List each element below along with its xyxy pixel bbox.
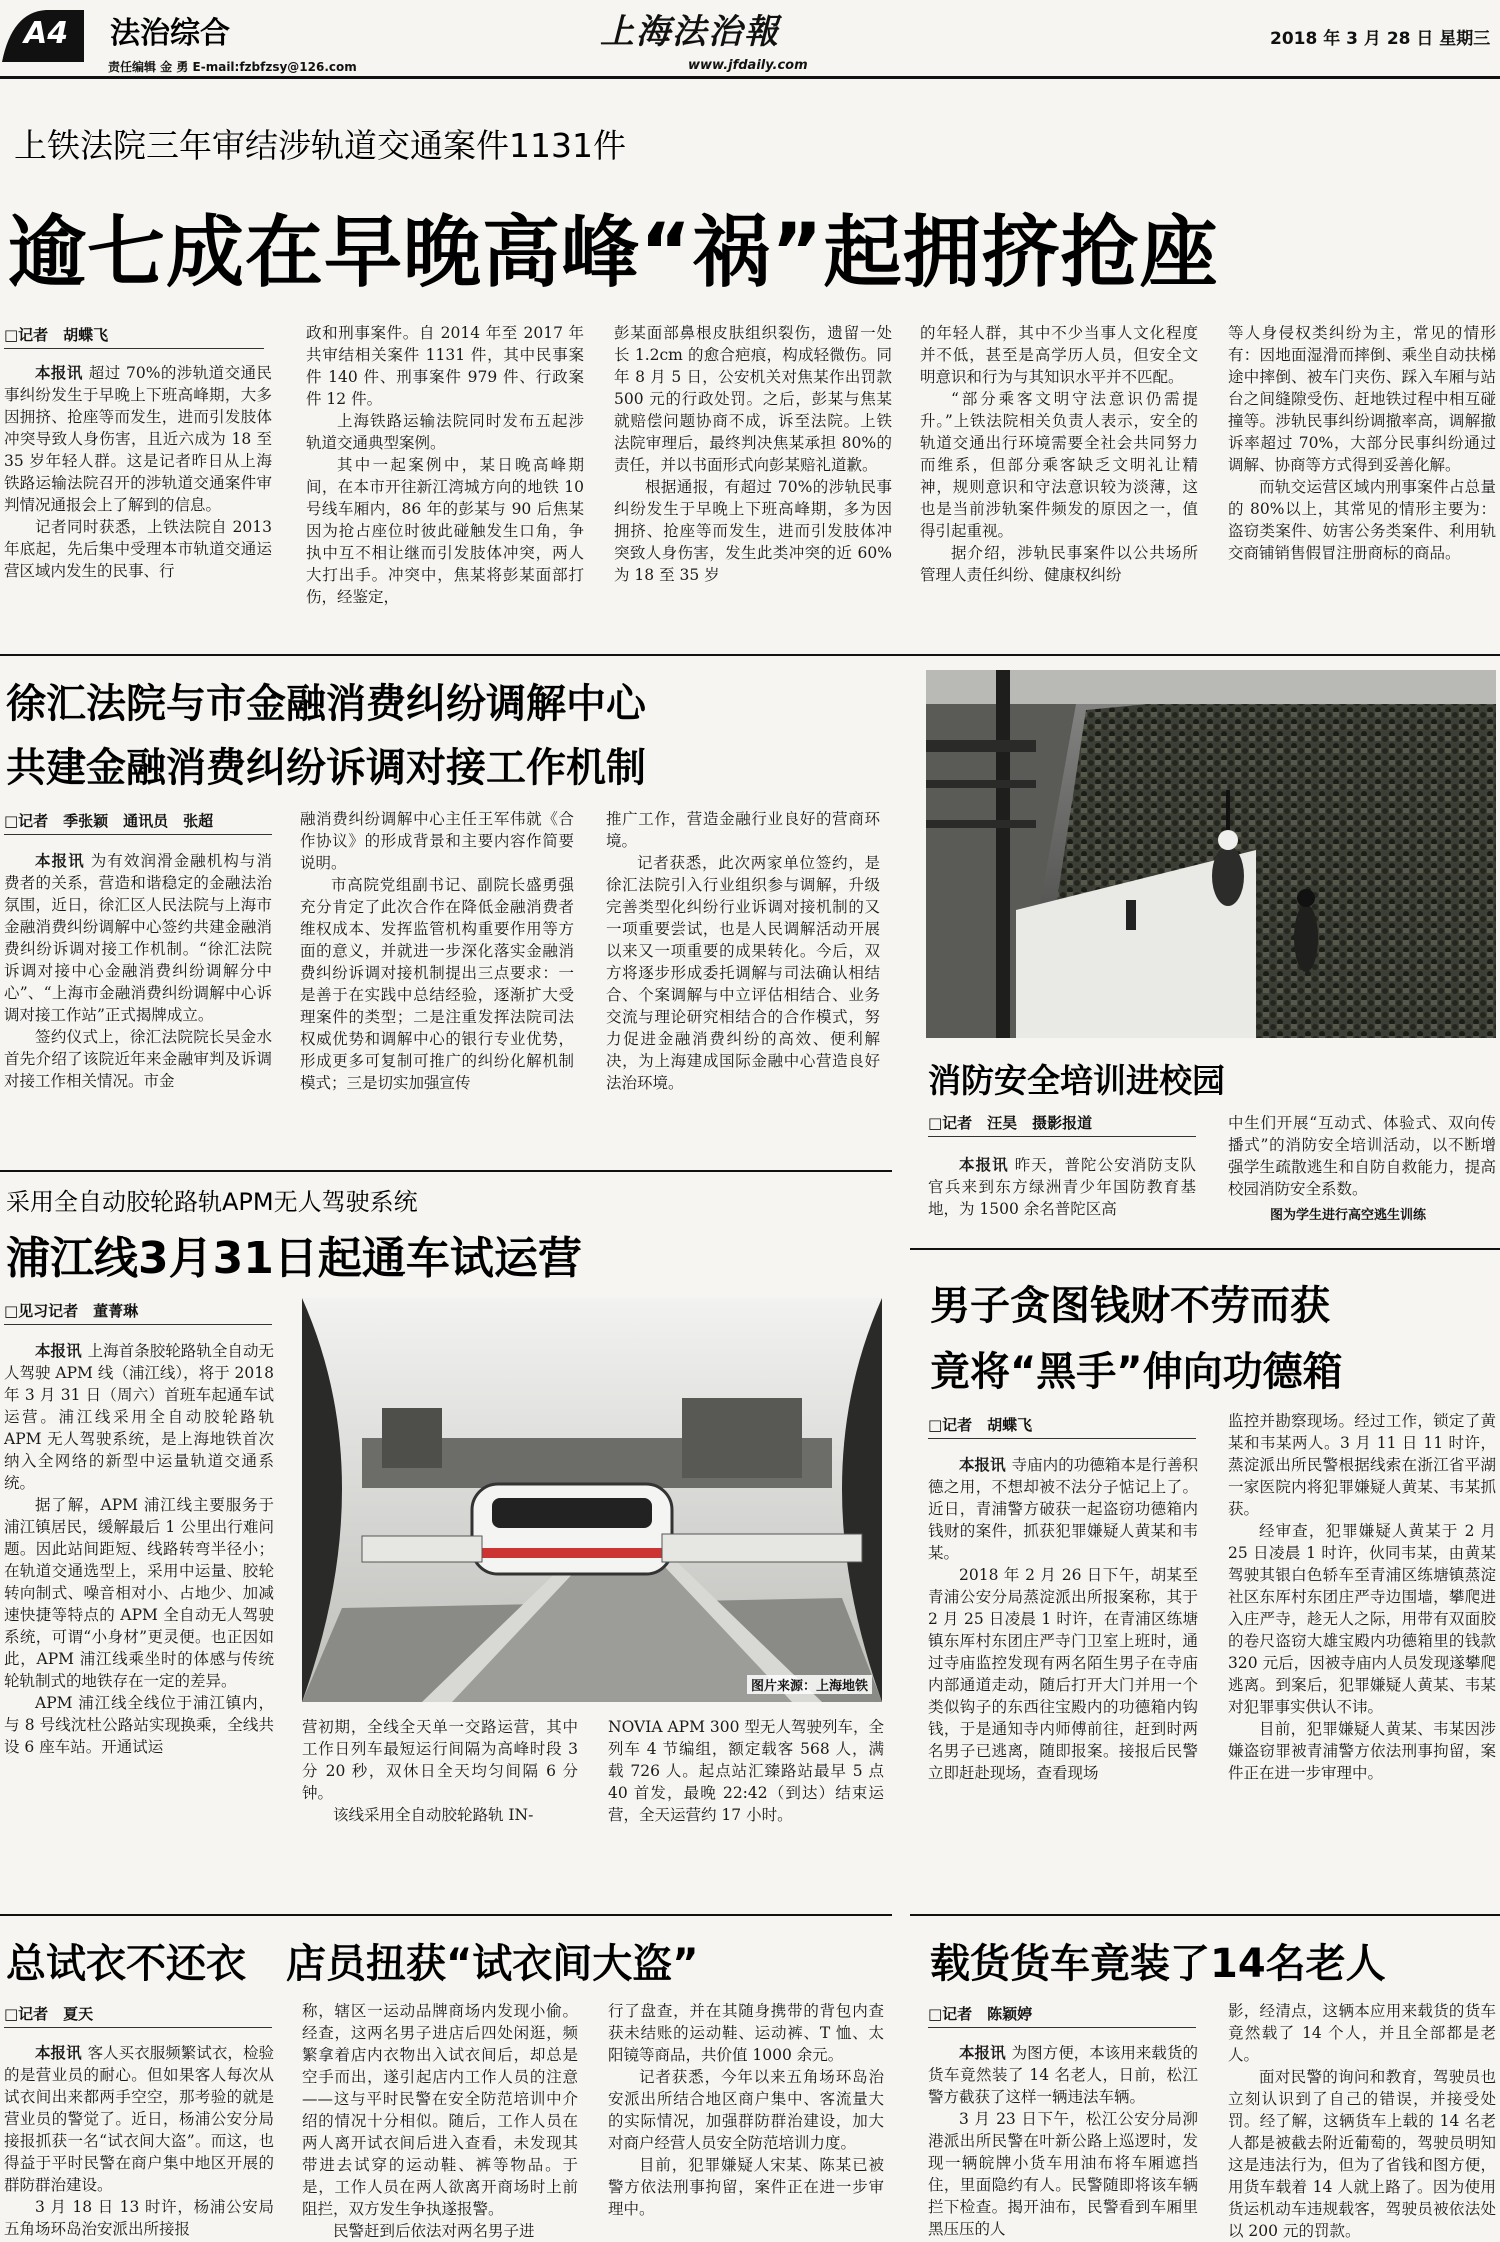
article1-col5 — [1228, 322, 1496, 564]
paragraph: APM 浦江线全线位于浦江镇内，与 8 号线沈杜公路站实现换乘，全线共设 6 座车站。开通试运 — [4, 1694, 274, 1756]
article5-byline: □记者 胡蝶飞 — [928, 1414, 1196, 1439]
article7-col2 — [1228, 2000, 1496, 2242]
fire-training-photo-image — [926, 670, 1496, 1038]
paragraph: 记者获悉，今年以来五角场环岛治安派出所结合地区商户集中、客流量大的实际情况，加强群防群治建设，加大对商户经营人员安全防范培训力度。 — [608, 2068, 884, 2152]
article3-col1 — [928, 1154, 1196, 1220]
apm-train-photo-image — [302, 1298, 882, 1702]
paragraph: 而轨交运营区域内刑事案件占总量的 80%以上，其常见的情形主要为：盗窃类案件、妨害公务类案件、利用轨交商铺销售假冒注册商标的商品。 — [1228, 478, 1496, 562]
article2-headline-line2: 共建金融消费纠纷诉调对接工作机制 — [6, 745, 646, 791]
paragraph: 据介绍，涉轨民事案件以公共场所管理人责任纠纷、健康权纠纷 — [920, 544, 1198, 584]
divider-3-right — [910, 1914, 1500, 1916]
article4-col2 — [302, 1716, 578, 1826]
article4-col1 — [4, 1340, 274, 1758]
article5-headline-line1: 男子贪图钱财不劳而获 — [930, 1283, 1330, 1329]
paper-logo: 上海法治報 — [600, 12, 780, 52]
paragraph: 中生们开展“互动式、体验式、双向传播式”的消防安全培训活动，以不断增强学生疏散逃生和自防自救能力，提高校园消防安全系数。 — [1228, 1114, 1496, 1198]
article1-kicker: 上铁法院三年审结涉轨道交通案件1131件 — [14, 126, 626, 165]
paragraph: 目前，犯罪嫌疑人宋某、陈某已被警方依法刑事拘留，案件正在进一步审理中。 — [608, 2156, 884, 2218]
article6-byline: □记者 夏天 — [4, 2003, 272, 2028]
paragraph: 上海铁路运输法院同时发布五起涉轨道交通典型案例。 — [306, 412, 584, 452]
divider-2-left — [0, 1170, 892, 1172]
paragraph: 彭某面部鼻根皮肤组织裂伤，遗留一处长 1.2cm 的愈合疤痕，构成轻微伤。同年 8 月 5 日，公安机关对焦某作出罚款 500 元的行政处罚。之后，彭某与焦某就赔偿问题协商不成，诉至法院。上铁法院审理后，最终判决焦某承担 80%的责任，并以书面形式向彭某赔礼道歉。 — [614, 324, 892, 474]
dateline: 本报讯 — [35, 2044, 82, 2062]
paragraph: 其中一起案例中，某日晚高峰期间，在本市开往新江湾城方向的地铁 10 号线车厢内，86 年的彭某与 90 后焦某因为抢占座位时彼此碰触发生口角，争执中互不相让继而引发肢体冲突，两人大打出手。冲突中，焦某将彭某面部打伤，经鉴定， — [306, 456, 584, 606]
masthead-rule — [0, 76, 1500, 79]
website-url: www.jfdaily.com — [688, 58, 808, 73]
dateline: 本报讯 — [959, 1456, 1006, 1474]
section-name: 法治综合 — [110, 16, 230, 51]
editor-line: 责任编辑 金 勇 E-mail:fzbfzsy@126.com — [108, 60, 357, 74]
article1-col2 — [306, 322, 584, 608]
article2-byline: □记者 季张颖 通讯员 张超 — [4, 810, 272, 835]
article6-col3 — [608, 2000, 884, 2220]
paragraph: 签约仪式上，徐汇法院院长吴金水首先介绍了该院近年来金融审判及诉调对接工作相关情况。市金 — [4, 1028, 272, 1090]
article3-headline: 消防安全培训进校园 — [928, 1061, 1225, 1100]
fire-training-photo — [926, 670, 1496, 1038]
article1-headline: 逾七成在早晚高峰“祸”起拥挤抢座 — [8, 208, 1219, 298]
paragraph: 影，经清点，这辆本应用来载货的货车竟然载了 14 个人，并且全部都是老人。 — [1228, 2002, 1496, 2064]
article6-col1 — [4, 2042, 274, 2240]
paragraph: 本报讯 超过 70%的涉轨道交通民事纠纷发生于早晚上下班高峰期，大多因拥挤、抢座等而发生，进而引发肢体冲突导致人身伤害，且近六成为 18 至 35 岁年轻人群。这是记者昨日从上海铁路运输法院召开的涉轨道交通案件审判情况通报会上了解到的信息。 — [4, 364, 272, 514]
article5-col2 — [1228, 1410, 1496, 1784]
paragraph: 融消费纠纷调解中心主任王军伟就《合作协议》的形成背景和主要内容作简要说明。 — [300, 810, 574, 872]
article7-byline: □记者 陈颖婷 — [928, 2003, 1196, 2028]
article2-col2 — [300, 808, 574, 1094]
dateline: 本报讯 — [35, 852, 85, 870]
article5-col1 — [928, 1454, 1198, 1784]
article7-col1 — [928, 2042, 1198, 2240]
article4-kicker: 采用全自动胶轮路轨APM无人驾驶系统 — [6, 1188, 418, 1216]
apm-train-photo — [302, 1298, 882, 1702]
paragraph: 本报讯 客人买衣服频繁试衣，检验的是营业员的耐心。但如果客人每次从试衣间出来都两手空空，那考验的就是营业员的警觉了。近日，杨浦公安分局接报抓获一名“试衣间大盗”。而这，也得益于平时民警在商户集中地区开展的群防群治建设。 — [4, 2044, 274, 2194]
article5-headline-line2: 竟将“黑手”伸向功德箱 — [930, 1349, 1343, 1395]
paragraph: NOVIA APM 300 型无人驾驶列车，全列车 4 节编组，额定载客 568 人，满载 726 人。起点站汇臻路站最早 5 点 40 首发，最晚 22:42（到达）结束运营，全天运营约 17 小时。 — [608, 1718, 884, 1824]
paragraph: 记者同时获悉，上铁法院自 2013 年底起，先后集中受理本市轨道交通运营区域内发生的民事、行 — [4, 518, 272, 580]
paragraph: 市高院党组副书记、副院长盛勇强充分肯定了此次合作在降低金融消费者维权成本、发挥监管机构重要作用等方面的意义，并就进一步深化落实金融消费纠纷诉调对接机制提出三点要求：一是善于在实践中总结经验，逐渐扩大受理案件的类型；二是注重发挥法院司法权威优势和调解中心的银行专业优势，形成更多可复制可推广的纠纷化解机制模式；三是切实加强宣传 — [300, 876, 574, 1092]
paragraph: 目前，犯罪嫌疑人黄某、韦某因涉嫌盗窃罪被青浦警方依法刑事拘留，案件正在进一步审理中。 — [1228, 1720, 1496, 1782]
paragraph: 2018 年 2 月 26 日下午，胡某至青浦公安分局蒸淀派出所报案称，其于 2 月 25 日凌晨 1 时许，在青浦区练塘镇东厍村东团庄严寺门卫室上班时，通过寺庙监控发现有两名陌生男子在寺庙内部通道走动，随后打开大门并用一个类似钩子的东西往宝殿内的功德箱内钩钱，于是通知寺内师傅前往，赶到时两名男子已逃离，随即报案。接报后民警立即赶赴现场，查看现场 — [928, 1566, 1198, 1782]
paragraph: 营初期，全线全天单一交路运营，其中工作日列车最短运行间隔为高峰时段 3 分 20 秒，双休日全天均匀间隔 6 分钟。 — [302, 1718, 578, 1802]
article4-photo-credit: 图片来源：上海地铁 — [747, 1675, 872, 1694]
paragraph: 记者获悉，此次两家单位签约，是徐汇法院引入行业组织参与调解，升级完善类型化纠纷行业诉调对接机制的又一项重要尝试，也是人民调解活动开展以来又一项重要的成果转化。今后，双方将逐步形成委托调解与司法确认相结合、个案调解与中立评估相结合、业务交流与理论研究相结合的合作模式，努力促进金融消费纠纷的高效、便利解决，为上海建成国际金融中心营造良好法治环境。 — [606, 854, 880, 1092]
divider-3-left — [0, 1914, 892, 1916]
article6-col2 — [302, 2000, 578, 2242]
paragraph: 本报讯 为有效润滑金融机构与消费者的关系，营造和谐稳定的金融法治氛围，近日，徐汇区人民法院与上海市金融消费纠纷调解中心签约共建金融消费纠纷诉调对接工作机制。“徐汇法院诉调对接中心金融消费纠纷调解分中心”、“上海市金融消费纠纷调解中心诉调对接工作站”正式揭牌成立。 — [4, 852, 272, 1024]
dateline: 本报讯 — [35, 1342, 82, 1360]
paragraph: 3 月 23 日下午，松江公安分局泖港派出所民警在叶新公路上巡逻时，发现一辆皖牌小货车用油布将车厢遮挡住，里面隐约有人。民警随即将该车辆拦下检查。揭开油布，民警看到车厢里黑压压的人 — [928, 2110, 1198, 2238]
paragraph: 面对民警的询问和教育，驾驶员也立刻认识到了自己的错误，并接受处罚。经了解，这辆货车上载的 14 名老人都是被截去附近葡萄的，驾驶员明知这是违法行为，但为了省钱和图方便，用货车载着 14 人就上路了。因为使用货运机动车违规载客，驾驶员被依法处以 200 元的罚款。 — [1228, 2068, 1496, 2240]
paragraph: 据了解，APM 浦江线主要服务于浦江镇居民，缓解最后 1 公里出行难问题。因此站间距短、线路转弯半径小；在轨道交通选型上，采用中运量、胶轮转向制式、噪音相对小、占地少、加减速快捷等特点的 APM 全自动无人驾驶系统，可谓“小身材”更灵便。也正因如此，APM 浦江线乘坐时的体感与传统轮轨制式的地铁存在一定的差异。 — [4, 1496, 274, 1690]
paragraph: 政和刑事案件。自 2014 年至 2017 年共审结相关案件 1131 件，其中民事案件 140 件、刑事案件 979 件、行政案件 12 件。 — [306, 324, 584, 408]
article1-col3 — [614, 322, 892, 586]
paragraph: 根据通报，有超过 70%的涉轨民事纠纷发生于早晚上下班高峰期，多为因拥挤、抢座等而发生，进而引发肢体冲突致人身伤害，发生此类冲突的近 60%为 18 至 35 岁 — [614, 478, 892, 584]
paragraph: 民警赶到后依法对两名男子进 — [333, 2222, 535, 2240]
paragraph: 行了盘查，并在其随身携带的背包内查获未结账的运动鞋、运动裤、T 恤、太阳镜等商品，共价值 1000 余元。 — [608, 2002, 884, 2064]
dateline: 本报讯 — [959, 2044, 1006, 2062]
paragraph: 的年轻人群，其中不少当事人文化程度并不低，甚至是高学历人员，但安全文明意识和行为与其知识水平并不匹配。 — [920, 324, 1198, 386]
divider-1 — [0, 654, 1500, 656]
article2-col3 — [606, 808, 880, 1094]
paragraph: 本报讯 寺庙内的功德箱本是行善积德之用，不想却被不法分子惦记上了。近日，青浦警方破获一起盗窃功德箱内钱财的案件，抓获犯罪嫌疑人黄某和韦某。 — [928, 1456, 1198, 1562]
article7-headline: 载货货车竟装了14名老人 — [930, 1941, 1386, 1987]
article3-caption: 图为学生进行高空逃生训练 — [1270, 1208, 1427, 1223]
paragraph: 称，辖区一运动品牌商场内发现小偷。经查，这两名男子进店后四处闲逛，频繁拿着店内衣物出入试衣间后，却总是空手而出，遂引起店内工作人员的注意——这与平时民警在安全防范培训中介绍的情况十分相似。随后，工作人员在两人离开试衣间后进入查看，未发现其带进去试穿的运动鞋、裤等物品。于是，工作人员在两人欲离开商场时上前阻拦，双方发生争执遂报警。 — [302, 2002, 578, 2218]
issue-date: 2018 年 3 月 28 日 星期三 — [1270, 29, 1491, 49]
paragraph: 本报讯 上海首条胶轮路轨全自动无人驾驶 APM 线（浦江线），将于 2018 年 3 月 31 日（周六）首班车起通车试运营。浦江线采用全自动胶轮路轨 APM 无人驾驶系统，是上海地铁首次纳入全网络的新型中运量轨道交通系统。 — [4, 1342, 274, 1492]
page-number: A4 — [24, 16, 69, 51]
paragraph: 本报讯 为图方便，本该用来载货的货车竟然装了 14 名老人，日前，松江警方截获了这样一辆违法车辆。 — [928, 2044, 1198, 2106]
article3-col2 — [1228, 1112, 1496, 1200]
dateline: 本报讯 — [959, 1156, 1009, 1174]
paragraph: 等人身侵权类纠纷为主，常见的情形有：因地面湿滑而摔倒、乘坐自动扶梯途中摔倒、被车门夹伤、踩入车厢与站台之间缝隙受伤、赶地铁过程中相互碰撞等。涉轨民事纠纷调撤率高，调解撤诉率超过 70%，大部分民事纠纷通过调解、协商等方式得到妥善化解。 — [1228, 324, 1496, 474]
article1-col4 — [920, 322, 1198, 586]
page-number-badge — [2, 6, 84, 62]
paragraph: 本报讯 昨天，普陀公安消防支队官兵来到东方绿洲青少年国防教育基地，为 1500 余名普陀区高 — [928, 1156, 1196, 1218]
divider-2-right — [910, 1248, 1500, 1250]
paragraph: “部分乘客文明守法意识仍需提升。”上铁法院相关负责人表示，安全的轨道交通出行环境需要全社会共同努力而维系，但部分乘客缺乏文明礼让精神，规则意识和守法意识较为淡薄，这也是当前涉轨案件频发的原因之一，值得引起重视。 — [920, 390, 1198, 540]
article1-byline: □记者 胡蝶飞 — [4, 324, 264, 349]
article4-byline: □见习记者 董菁琳 — [4, 1300, 272, 1325]
article2-col1 — [4, 850, 272, 1092]
dateline: 本报讯 — [35, 364, 83, 382]
paragraph: 3 月 18 日 13 时许，杨浦公安局五角场环岛治安派出所接报 — [4, 2198, 274, 2238]
article4-col3 — [608, 1716, 884, 1826]
article2-headline-line1: 徐汇法院与市金融消费纠纷调解中心 — [6, 681, 646, 727]
paragraph: 该线采用全自动胶轮路轨 IN- — [333, 1806, 534, 1824]
paragraph: 监控并勘察现场。经过工作，锁定了黄某和韦某两人。3 月 11 日 11 时许，蒸淀派出所民警根据线索在浙江省平湖一家医院内将犯罪嫌疑人黄某、韦某抓获。 — [1228, 1412, 1496, 1518]
paragraph: 经审查，犯罪嫌疑人黄某于 2 月 25 日凌晨 1 时许，伙同韦某，由黄某驾驶其银白色轿车至青浦区练塘镇蒸淀社区东厍村东团庄严寺边围墙，攀爬进入庄严寺，趁无人之际，用带有双面胶的卷尺盗窃大雄宝殿内功德箱里的钱款 320 元后，因被寺庙内人员发现遂攀爬逃离。到案后，犯罪嫌疑人黄某、韦某对犯罪事实供认不讳。 — [1228, 1522, 1496, 1716]
article4-headline: 浦江线3月31日起通车试运营 — [6, 1233, 582, 1284]
article3-byline: □记者 汪昊 摄影报道 — [928, 1112, 1196, 1137]
paragraph: 推广工作，营造金融行业良好的营商环境。 — [606, 810, 880, 850]
article1-col1 — [4, 362, 272, 582]
article6-headline: 总试衣不还衣 店员扭获“试衣间大盗” — [6, 1941, 699, 1987]
